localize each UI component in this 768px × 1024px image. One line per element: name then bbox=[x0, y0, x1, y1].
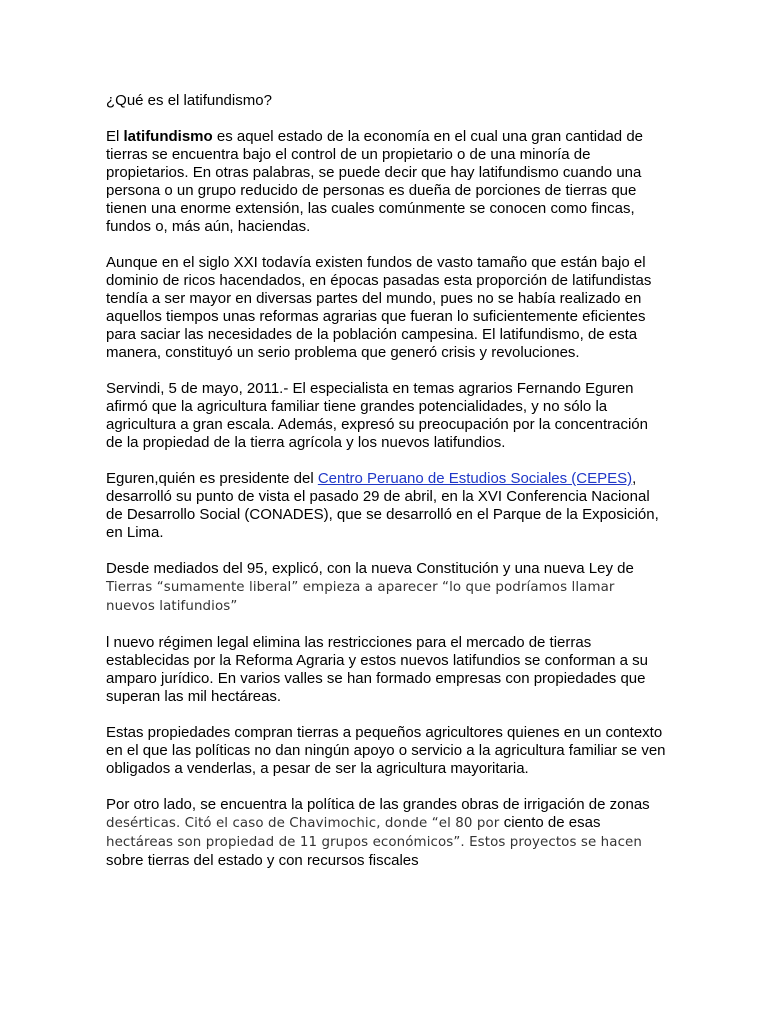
quoted-text: desérticas. Citó el caso de Chavimochic, donde “el 80 por bbox=[106, 816, 504, 831]
paragraph-text: Desde mediados del 95, explicó, con la nueva Constitución y una nueva Ley de bbox=[106, 560, 634, 577]
quoted-text: hectáreas son propiedad de 11 grupos económicos”. Estos proyectos se hacen bbox=[106, 835, 642, 850]
paragraph-irrigation bbox=[106, 796, 666, 870]
quoted-text: Tierras “sumamente liberal” empieza a aparecer “lo que podríamos llamar nuevos latifundios” bbox=[106, 580, 615, 614]
paragraph-text: ciento de esas bbox=[503, 814, 601, 831]
paragraph-properties: Estas propiedades compran tierras a pequeños agricultores quienes en un contexto en el que las políticas no dan ningún apoyo o servicio a la agricultura familiar se ven obligados a venderlas, a pesar de ser la agricultura mayoritaria. bbox=[106, 724, 666, 777]
bold-term: latifundismo bbox=[123, 128, 213, 145]
cepes-link[interactable]: Centro Peruano de Estudios Sociales (CEPES) bbox=[317, 470, 633, 487]
paragraph-history: Aunque en el siglo XXI todavía existen fundos de vasto tamaño que están bajo el dominio de ricos hacendados, en épocas pasadas esta proporción de latifundistas tendía a ser mayor en diversas partes del mundo, pues no se había realizado en aquellos tiempos unas reformas agrarias que fueran lo suficientemente eficientes para saciar las necesidades de la población campesina. El latifundismo, de esta manera, constituyó un serio problema que generó crisis y revoluciones. bbox=[106, 254, 652, 361]
document-body bbox=[106, 92, 666, 870]
document-heading: ¿Qué es el latifundismo? bbox=[106, 92, 272, 109]
paragraph-text: Por otro lado, se encuentra la política de las grandes obras de irrigación de zonas bbox=[106, 796, 650, 813]
paragraph-text: es aquel estado de la economía en el cual una gran cantidad de tierras se encuentra bajo el control de un propietario o de una minoría de propietarios. En otras palabras, se puede decir que hay latifundismo cuando una persona o un grupo reducido de personas es dueña de porciones de tierras que tienen una enorme extensión, las cuales comúnmente se conocen como fincas, fundos o, más aún, haciendas. bbox=[106, 128, 643, 235]
paragraph-text: Eguren,quién es presidente del bbox=[106, 470, 318, 487]
paragraph-definition bbox=[106, 128, 666, 236]
paragraph-text: , desarrolló su punto de vista el pasado 29 de abril, en la XVI Conferencia Nacional de Desarrollo Social (CONADES), que se desarrolló en el Parque de la Exposición, en Lima. bbox=[106, 470, 659, 541]
paragraph-eguren bbox=[106, 470, 666, 542]
paragraph-constitution bbox=[106, 560, 666, 616]
paragraph-legal-regime: l nuevo régimen legal elimina las restricciones para el mercado de tierras establecidas por la Reforma Agraria y estos nuevos latifundios se conforman a su amparo jurídico. En varios valles se han formado empresas con propiedades que superan las mil hectáreas. bbox=[106, 634, 648, 705]
paragraph-text: El bbox=[106, 128, 124, 145]
paragraph-text: sobre tierras del estado y con recursos fiscales bbox=[106, 852, 419, 869]
paragraph-servindi: Servindi, 5 de mayo, 2011.- El especialista en temas agrarios Fernando Eguren afirmó que la agricultura familiar tiene grandes potencialidades, y no sólo la agricultura a gran escala. Además, expresó su preocupación por la concentración de la propiedad de la tierra agrícola y los nuevos latifundios. bbox=[106, 380, 648, 451]
